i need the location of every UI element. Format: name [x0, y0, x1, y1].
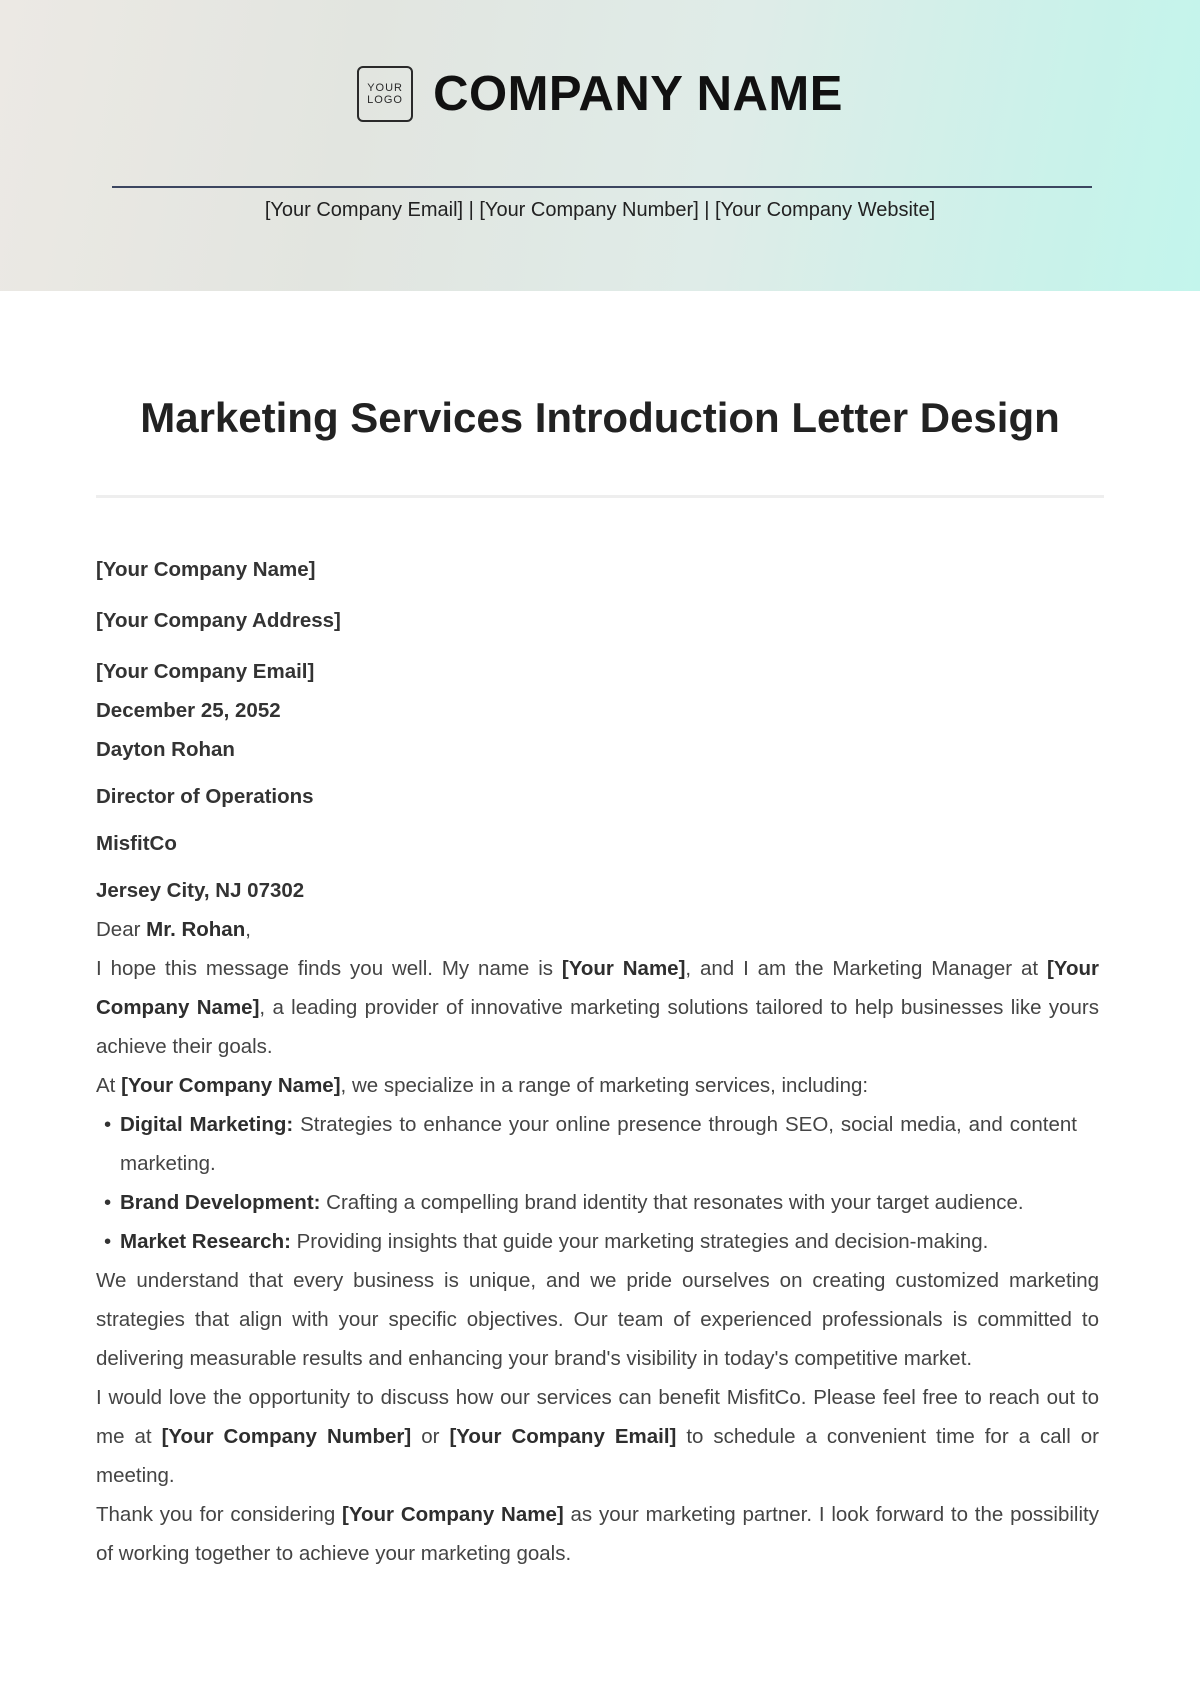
list-item — [96, 1222, 1077, 1261]
logo-placeholder — [357, 66, 413, 122]
letter-body — [96, 550, 1099, 1573]
services-list — [96, 1105, 1099, 1261]
list-item — [96, 1183, 1077, 1222]
service-description: Crafting a compelling brand identity that resonates with your target audience. — [320, 1191, 1024, 1214]
brand-block — [0, 66, 1200, 122]
bullet-icon: • — [104, 1191, 112, 1214]
service-description: Strategies to enhance your online presence through SEO, social media, and content marketing. — [120, 1113, 1077, 1175]
recipient-title: Director of Operations — [96, 785, 314, 808]
intro-paragraph — [96, 949, 1099, 1066]
sender-company-name: [Your Company Name] — [96, 558, 316, 581]
service-name: Digital Marketing: — [120, 1113, 294, 1136]
contact-text-1: I would love the opportunity to discuss how our services can benefit MisfitCo. Please feel free to reach out to me at — [96, 1386, 1099, 1448]
salutation-suffix: , — [245, 918, 251, 941]
logo-text-line2: LOGO — [367, 94, 403, 106]
services-intro-company-name: [Your Company Name] — [121, 1074, 341, 1097]
services-intro-paragraph — [96, 1066, 1099, 1105]
service-description: Providing insights that guide your marketing strategies and decision-making. — [290, 1230, 989, 1253]
service-name: Brand Development: — [120, 1191, 321, 1214]
document-title: Marketing Services Introduction Letter Design — [140, 394, 1060, 441]
list-item — [96, 1105, 1077, 1183]
intro-text-3: , a leading provider of innovative marketing solutions tailored to help businesses like yours achieve their goals. — [96, 996, 1099, 1058]
sender-company-address: [Your Company Address] — [96, 609, 341, 632]
closing-company-name: [Your Company Name] — [342, 1503, 564, 1526]
salutation-prefix: Dear — [96, 918, 147, 941]
closing-text-2: as your marketing partner. I look forward to the possibility of working together to achieve your marketing goals. — [96, 1503, 1099, 1565]
logo-text-line1: YOUR — [367, 82, 403, 94]
contact-company-number: [Your Company Number] — [161, 1425, 412, 1448]
company-name: COMPANY NAME — [433, 67, 843, 121]
contact-text-3: to schedule a convenient time for a call or meeting. — [96, 1425, 1100, 1487]
contact-paragraph — [96, 1378, 1099, 1495]
contact-company-email: [Your Company Email] — [449, 1425, 677, 1448]
closing-paragraph — [96, 1495, 1099, 1573]
closing-text-1: Thank you for considering — [96, 1503, 343, 1526]
company-contact-line: [Your Company Email] | [Your Company Number] | [Your Company Website] — [264, 199, 936, 221]
letterhead — [0, 0, 1200, 291]
intro-your-name: [Your Name] — [561, 957, 686, 980]
services-intro-text-1: At — [96, 1074, 122, 1097]
intro-company-name: [Your Company Name] — [96, 957, 1099, 1019]
salutation — [96, 910, 1099, 949]
intro-text-2: , and I am the Marketing Manager at — [685, 957, 1047, 980]
letter-date: December 25, 2052 — [96, 699, 281, 722]
bullet-icon: • — [104, 1230, 112, 1253]
title-divider — [96, 495, 1104, 498]
recipient-name: Dayton Rohan — [96, 738, 235, 761]
sender-company-email: [Your Company Email] — [96, 660, 315, 683]
recipient-city: Jersey City, NJ 07302 — [96, 879, 305, 902]
salutation-name: Mr. Rohan — [146, 918, 246, 941]
intro-text-1: I hope this message finds you well. My name is — [96, 957, 562, 980]
header-divider — [112, 186, 1092, 188]
contact-text-2: or — [411, 1425, 450, 1448]
services-intro-text-2: , we specialize in a range of marketing services, including: — [340, 1074, 869, 1097]
service-name: Market Research: — [120, 1230, 291, 1253]
understanding-paragraph: We understand that every business is unique, and we pride ourselves on creating customized marketing strategies that align with your specific objectives. Our team of experienced professionals is committed to delivering measurable results and enhancing your brand's visibility in today's competitive market. — [96, 1269, 1099, 1370]
bullet-icon: • — [104, 1113, 112, 1136]
recipient-company: MisfitCo — [96, 832, 177, 855]
